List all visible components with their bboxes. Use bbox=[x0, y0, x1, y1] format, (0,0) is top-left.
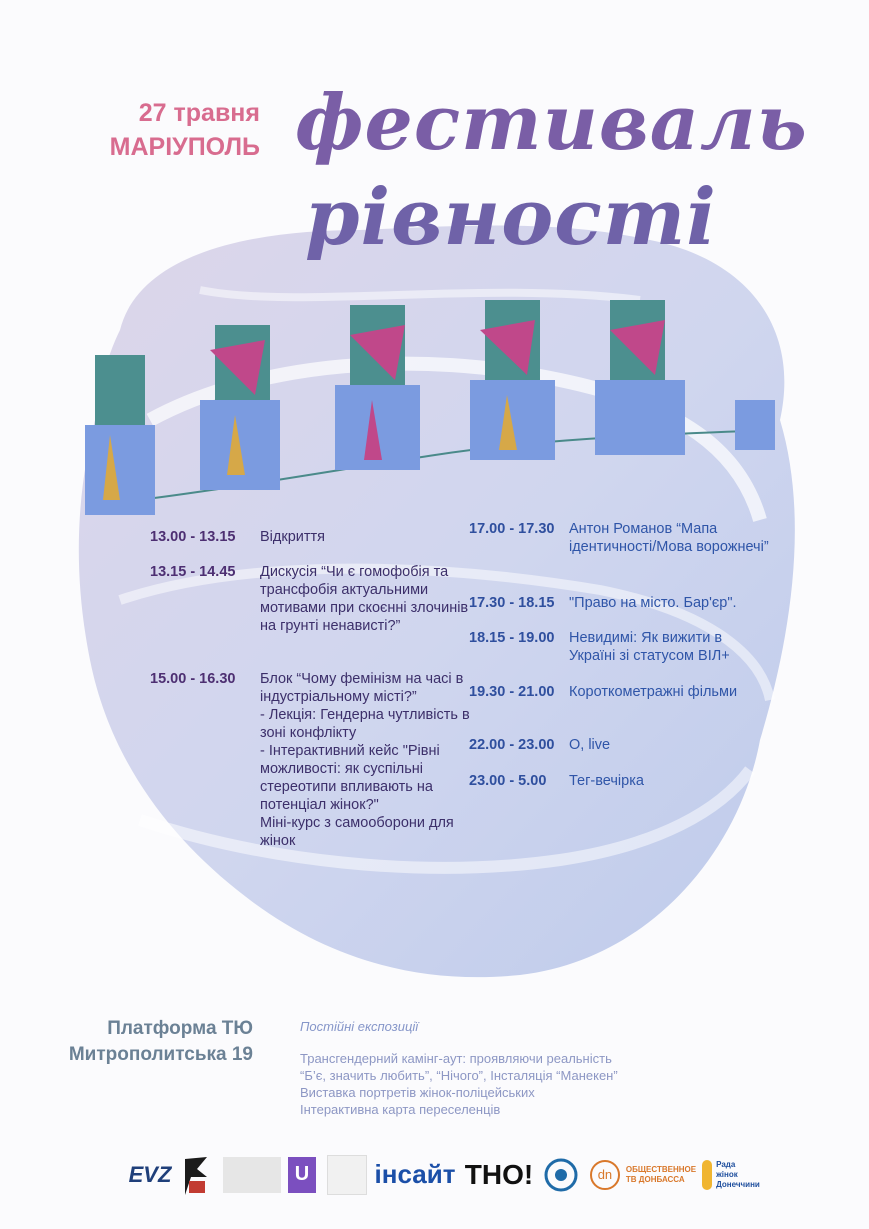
schedule-desc-line: - Інтерактивний кейс "Рівні можливості: як суспільні стереотипи впливають на потенціал жінок?" bbox=[260, 743, 440, 813]
schedule-item bbox=[150, 528, 470, 546]
festival-title-line1: фестиваль bbox=[295, 78, 808, 167]
schedule-desc-line: Міні-курс з самооборони для жінок bbox=[260, 815, 454, 849]
schedule-desc: Дискусія “Чи є гомофобія та трансфобія актуальними мотивами при скоєнні злочинів на грунті ненависті?” bbox=[260, 564, 469, 634]
schedule-item bbox=[469, 683, 769, 701]
festival-title-line2: рівності bbox=[305, 172, 717, 263]
dancer-figure bbox=[595, 300, 685, 455]
schedule-item bbox=[469, 736, 769, 754]
schedule-desc: Невидимі: Як вижити в Україні зі статусом ВІЛ+ bbox=[569, 630, 730, 664]
grey-square-logo bbox=[326, 1152, 368, 1197]
dancer-figure bbox=[735, 400, 775, 450]
schedule-desc: O, live bbox=[569, 737, 611, 753]
date-block bbox=[60, 96, 260, 164]
dancer-figure bbox=[470, 300, 555, 460]
exhibitions-list bbox=[300, 1050, 618, 1118]
schedule-time: 13.00 - 13.15 bbox=[150, 529, 236, 545]
schedule-desc bbox=[260, 670, 470, 850]
schedule-desc-line: - Лекція: Гендерна чутливість в зоні конфлікту bbox=[260, 707, 470, 741]
schedule-desc: "Право на місто. Бар'єр". bbox=[569, 595, 737, 611]
venue-address: Митрополитська 19 bbox=[68, 1044, 253, 1065]
exhibition-item: Трансгендерний камінг-аут: проявляючи реальність bbox=[300, 1051, 612, 1066]
dancer-figure bbox=[85, 355, 155, 515]
schedule-time: 18.15 - 19.00 bbox=[469, 630, 555, 646]
pennant-logo bbox=[182, 1152, 210, 1197]
schedule-item bbox=[150, 563, 470, 635]
venue-block bbox=[20, 1016, 253, 1068]
tno-logo: ТНО! bbox=[464, 1158, 534, 1190]
schedule-item bbox=[469, 772, 769, 790]
exhibitions-title: Постійні експозиції bbox=[300, 1019, 419, 1034]
venue-name: Платформа ТЮ bbox=[107, 1018, 253, 1039]
insait-logo: інсайт bbox=[374, 1159, 456, 1189]
schedule-time: 13.15 - 14.45 bbox=[150, 564, 236, 580]
dn-logo: dn ОБЩЕСТВЕННОЕ ТВ ДОНБАССА bbox=[588, 1152, 698, 1197]
schedule-desc: Антон Романов “Мапа ідентичності/Мова ворожнечі” bbox=[569, 521, 769, 555]
schedule-item bbox=[469, 594, 769, 612]
circle-logo bbox=[542, 1152, 580, 1197]
schedule-item bbox=[150, 670, 470, 850]
u-logo: U bbox=[288, 1152, 316, 1197]
schedule-desc: Короткометражні фільми bbox=[569, 684, 738, 700]
exhibition-item: Виставка портретів жінок-поліцейських bbox=[300, 1085, 535, 1100]
schedule-desc: Тег-вечірка bbox=[569, 773, 644, 789]
schedule-time: 23.00 - 5.00 bbox=[469, 773, 547, 789]
center-logo bbox=[222, 1152, 284, 1197]
schedule-desc: Відкриття bbox=[260, 529, 325, 545]
partner-logos bbox=[120, 1152, 760, 1197]
rada-logo: Рада жінок Донеччини bbox=[702, 1152, 760, 1197]
schedule-time: 22.00 - 23.00 bbox=[469, 737, 555, 753]
schedule-time: 15.00 - 16.30 bbox=[150, 671, 236, 687]
schedule-item bbox=[469, 629, 769, 665]
dancer-figure bbox=[335, 305, 420, 470]
dancers-illustration bbox=[75, 280, 795, 530]
event-date: 27 травня bbox=[138, 99, 260, 127]
schedule-time: 19.30 - 21.00 bbox=[469, 684, 555, 700]
schedule-time: 17.30 - 18.15 bbox=[469, 595, 555, 611]
schedule-desc-line: Блок “Чому фемінізм на часі в індустріальному місті?” bbox=[260, 671, 464, 705]
schedule-time: 17.00 - 17.30 bbox=[469, 521, 555, 537]
exhibition-item: “Б’є, значить любить”, “Нічого”, Інсталяція “Манекен” bbox=[300, 1068, 618, 1083]
event-city: МАРІУПОЛЬ bbox=[109, 133, 260, 161]
exhibition-item: Інтерактивна карта переселенців bbox=[300, 1102, 501, 1117]
dancer-figure bbox=[200, 325, 280, 490]
evz-logo: EVZ bbox=[128, 1161, 172, 1187]
schedule-item bbox=[469, 520, 769, 556]
